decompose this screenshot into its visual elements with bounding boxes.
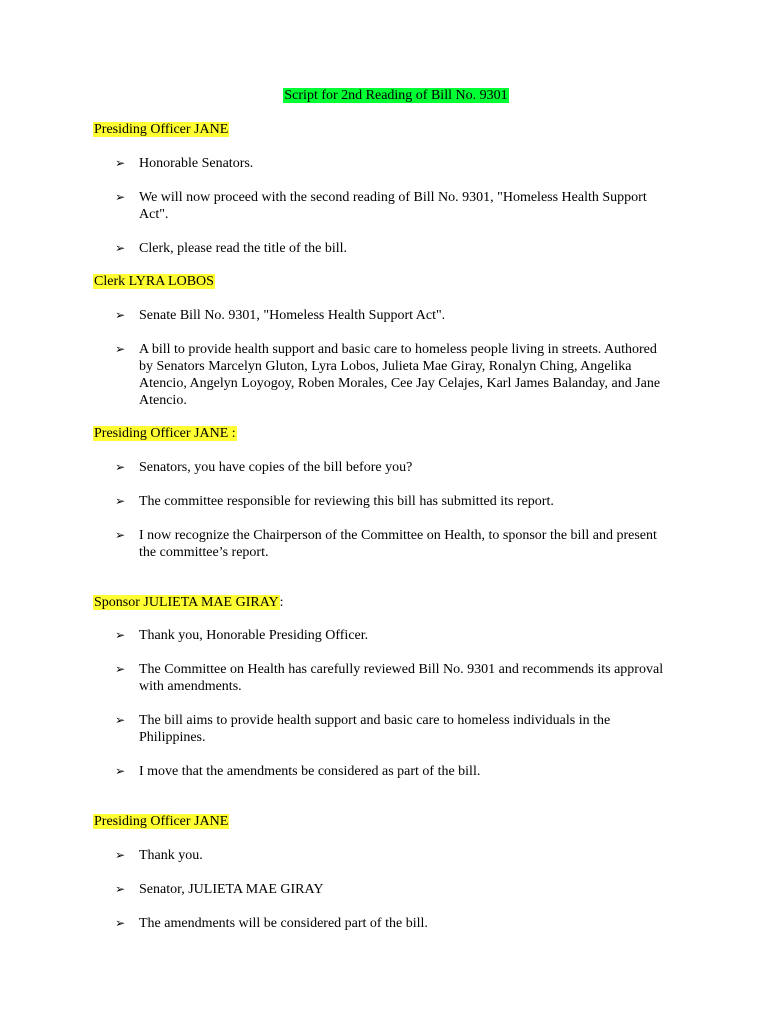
speaker-name: Presiding Officer JANE : — [94, 426, 236, 441]
script-list — [0, 155, 768, 274]
list-item: ➢ Senate Bill No. 9301, "Homeless Health Support Act". — [115, 308, 446, 323]
list-item: ➢ The committee responsible for reviewing this bill has submitted its report. — [115, 494, 554, 509]
speaker-heading — [93, 813, 229, 830]
arrow-bullet-icon: ➢ — [115, 916, 126, 930]
list-item: ➢ Thank you. — [115, 848, 203, 863]
arrow-bullet-icon: ➢ — [115, 190, 126, 204]
list-item: ➢ Senator, JULIETA MAE GIRAY — [115, 882, 324, 897]
list-item: ➢ Clerk, please read the title of the bill. — [115, 241, 347, 256]
list-item: ➢ Thank you, Honorable Presiding Officer. — [115, 628, 369, 643]
arrow-bullet-icon: ➢ — [115, 882, 126, 896]
list-item: ➢ A bill to provide health support and basic care to homeless people living in streets. Authored by Senators Marcelyn Gluton, Lyra Lobos, Julieta Mae Giray, Ronalyn Ching, Angelika Atencio, Angelyn Loyogoy, Roben Morales, Cee Jay Celajes, Karl James Balanday, and Jane Atencio. — [115, 342, 661, 408]
document-title: Script for 2nd Reading of Bill No. 9301 — [284, 88, 508, 103]
arrow-bullet-icon: ➢ — [115, 662, 126, 676]
arrow-bullet-icon: ➢ — [115, 713, 126, 727]
arrow-bullet-icon: ➢ — [115, 494, 126, 508]
arrow-bullet-icon: ➢ — [115, 241, 126, 255]
title-line — [0, 88, 768, 104]
script-list — [0, 627, 768, 797]
script-list — [0, 459, 768, 578]
speaker-heading — [93, 425, 237, 442]
arrow-bullet-icon: ➢ — [115, 308, 126, 322]
list-item: ➢ Honorable Senators. — [115, 156, 254, 171]
script-list — [0, 307, 768, 426]
speaker-name: Sponsor JULIETA MAE GIRAY — [94, 595, 279, 610]
list-item: ➢ The bill aims to provide health support and basic care to homeless individuals in the Philippines. — [115, 713, 611, 745]
arrow-bullet-icon: ➢ — [115, 460, 126, 474]
arrow-bullet-icon: ➢ — [115, 628, 126, 642]
arrow-bullet-icon: ➢ — [115, 848, 126, 862]
speaker-name: Presiding Officer JANE — [94, 814, 229, 829]
list-item: ➢ Senators, you have copies of the bill before you? — [115, 460, 413, 475]
speaker-heading — [93, 273, 215, 290]
script-list — [0, 847, 768, 949]
speaker-name: Presiding Officer JANE — [94, 122, 229, 137]
list-item: ➢ We will now proceed with the second reading of Bill No. 9301, "Homeless Health Support Act". — [115, 190, 647, 222]
list-item: ➢ The Committee on Health has carefully reviewed Bill No. 9301 and recommends its approval with amendments. — [115, 662, 664, 694]
arrow-bullet-icon: ➢ — [115, 764, 126, 778]
speaker-name: Clerk LYRA LOBOS — [94, 274, 214, 289]
speaker-heading — [93, 121, 229, 138]
arrow-bullet-icon: ➢ — [115, 342, 126, 356]
list-item: ➢ I move that the amendments be considered as part of the bill. — [115, 764, 481, 779]
list-item: ➢ I now recognize the Chairperson of the Committee on Health, to sponsor the bill and present the committee’s report. — [115, 528, 657, 560]
arrow-bullet-icon: ➢ — [115, 528, 126, 542]
list-item: ➢ The amendments will be considered part of the bill. — [115, 916, 428, 931]
arrow-bullet-icon: ➢ — [115, 156, 126, 170]
speaker-heading: Sponsor JULIETA MAE GIRAY: — [94, 595, 284, 610]
